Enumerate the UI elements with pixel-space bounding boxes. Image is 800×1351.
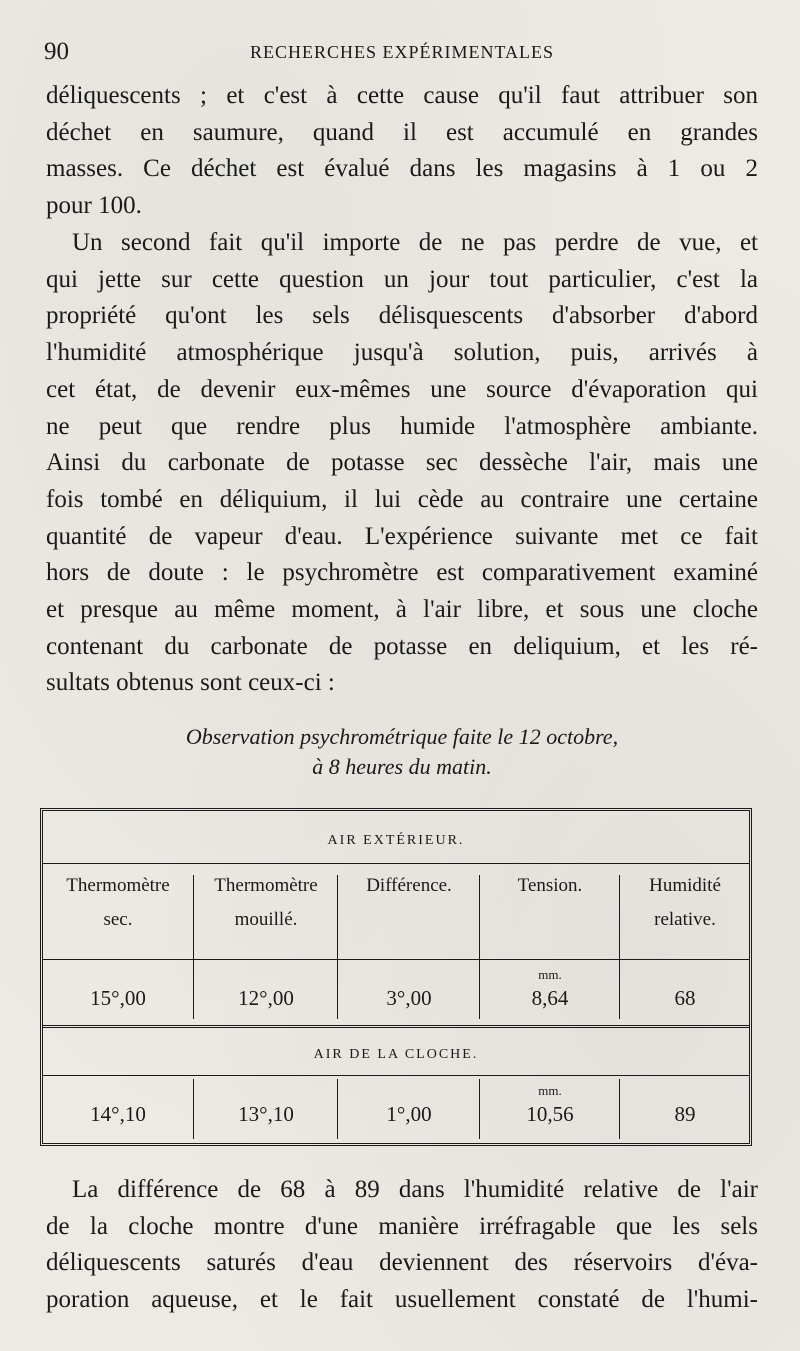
text-line: déliquescents saturés d'eau deviennent des réservoirs d'éva- (46, 1249, 758, 1277)
col-header-line: sec. (103, 909, 133, 930)
cell-cloche-difference: 1°,00 (386, 1102, 432, 1126)
col-header-line: Thermomètre (66, 875, 170, 896)
text-line: cet état, de devenir eux-mêmes une source d'évaporation qui (46, 375, 758, 403)
column-rule (337, 1079, 338, 1139)
column-rule (619, 1079, 620, 1139)
table-rule (43, 959, 749, 960)
table-caption (46, 722, 758, 782)
cell-ext-difference: 3°,00 (386, 986, 432, 1010)
table-double-rule (43, 1025, 749, 1028)
text-line: de la cloche montre d'une manière irréfragable que les sels (46, 1212, 758, 1240)
caption-line-2: à 8 heures du matin. (312, 754, 492, 779)
cell-cloche-tension: 10,56 (526, 1102, 574, 1126)
section-title-cloche: AIR DE LA CLOCHE. (313, 1047, 479, 1062)
text-line: propriété qu'ont les sels délisquescents d'absorber d'abord (46, 302, 758, 330)
cell-cloche-sec: 14°,10 (90, 1102, 146, 1126)
cell-ext-tension: 8,64 (531, 986, 569, 1010)
cell-ext-humidite: 68 (674, 986, 696, 1010)
running-title: RECHERCHES EXPÉRIMENTALES (249, 42, 555, 62)
cell-ext-sec: 15°,00 (90, 986, 146, 1010)
col-header-thermo-mouille (195, 869, 337, 937)
col-header-tension (481, 869, 619, 903)
page-number: 90 (44, 38, 69, 65)
text-line: déliquescents ; et c'est à cette cause qu'il faut attribuer son (46, 82, 758, 109)
table-rule (43, 863, 749, 864)
cell-cloche-mouille: 13°,10 (238, 1102, 294, 1126)
section-title-exterior: AIR EXTÉRIEUR. (327, 833, 465, 848)
table-rule (43, 1075, 749, 1076)
paragraph-3 (46, 1172, 758, 1319)
col-header-line: relative. (654, 909, 716, 930)
page-header (44, 38, 760, 68)
col-header-difference (339, 869, 479, 903)
text-line: quantité de vapeur d'eau. L'expérience suivante met ce fait (46, 522, 758, 550)
text-line: pour 100. (46, 192, 142, 220)
unit-label: mm. (538, 967, 562, 982)
col-header-line: Thermomètre (214, 875, 318, 896)
text-line: l'humidité atmosphérique jusqu'à solution, puis, arrivés à (46, 339, 758, 367)
text-line: Ainsi du carbonate de potasse sec dessèche l'air, mais une (46, 449, 758, 477)
text-line: hors de doute : le psychromètre est comparativement examiné (46, 559, 758, 587)
cell-ext-mouille: 12°,00 (238, 986, 294, 1010)
column-rule (619, 875, 620, 1019)
column-rule (337, 875, 338, 1019)
column-rule (193, 875, 194, 1019)
cell-cloche-humidite: 89 (674, 1102, 696, 1126)
col-header-line: mouillé. (234, 909, 298, 930)
column-rule (479, 875, 480, 1019)
text-line: qui jette sur cette question un jour tout particulier, c'est la (46, 265, 758, 293)
text-line: poration aqueuse, et le fait usuellement constaté de l'humi- (46, 1286, 758, 1314)
col-header-line: Différence. (366, 875, 452, 896)
text-line: La différence de 68 à 89 dans l'humidité relative de l'air (72, 1176, 758, 1203)
text-line: et presque au même moment, à l'air libre, et sous une cloche (46, 596, 758, 624)
text-line: Un second fait qu'il importe de ne pas perdre de vue, et (72, 229, 758, 256)
col-header-humidite (621, 869, 749, 937)
psychrometric-table (40, 808, 752, 1146)
text-line: fois tombé en déliquium, il lui cède au contraire une certaine (46, 485, 758, 513)
text-line: sultats obtenus sont ceux-ci : (46, 669, 335, 697)
column-rule (193, 1079, 194, 1139)
text-line: déchet en saumure, quand il est accumulé en grandes (46, 118, 758, 146)
text-line: masses. Ce déchet est évalué dans les magasins à 1 ou 2 (46, 155, 758, 183)
column-rule (479, 1079, 480, 1139)
text-line: ne peut que rendre plus humide l'atmosphère ambiante. (46, 412, 758, 440)
paragraph-1 (46, 78, 758, 225)
col-header-thermo-sec (43, 869, 193, 937)
unit-label: mm. (538, 1083, 562, 1098)
text-line: contenant du carbonate de potasse en deliquium, et les ré- (46, 632, 758, 660)
paragraph-2 (46, 225, 758, 702)
col-header-line: Humidité (649, 875, 721, 896)
col-header-line: Tension. (517, 875, 583, 896)
caption-line-1: Observation psychrométrique faite le 12 octobre, (185, 724, 619, 749)
